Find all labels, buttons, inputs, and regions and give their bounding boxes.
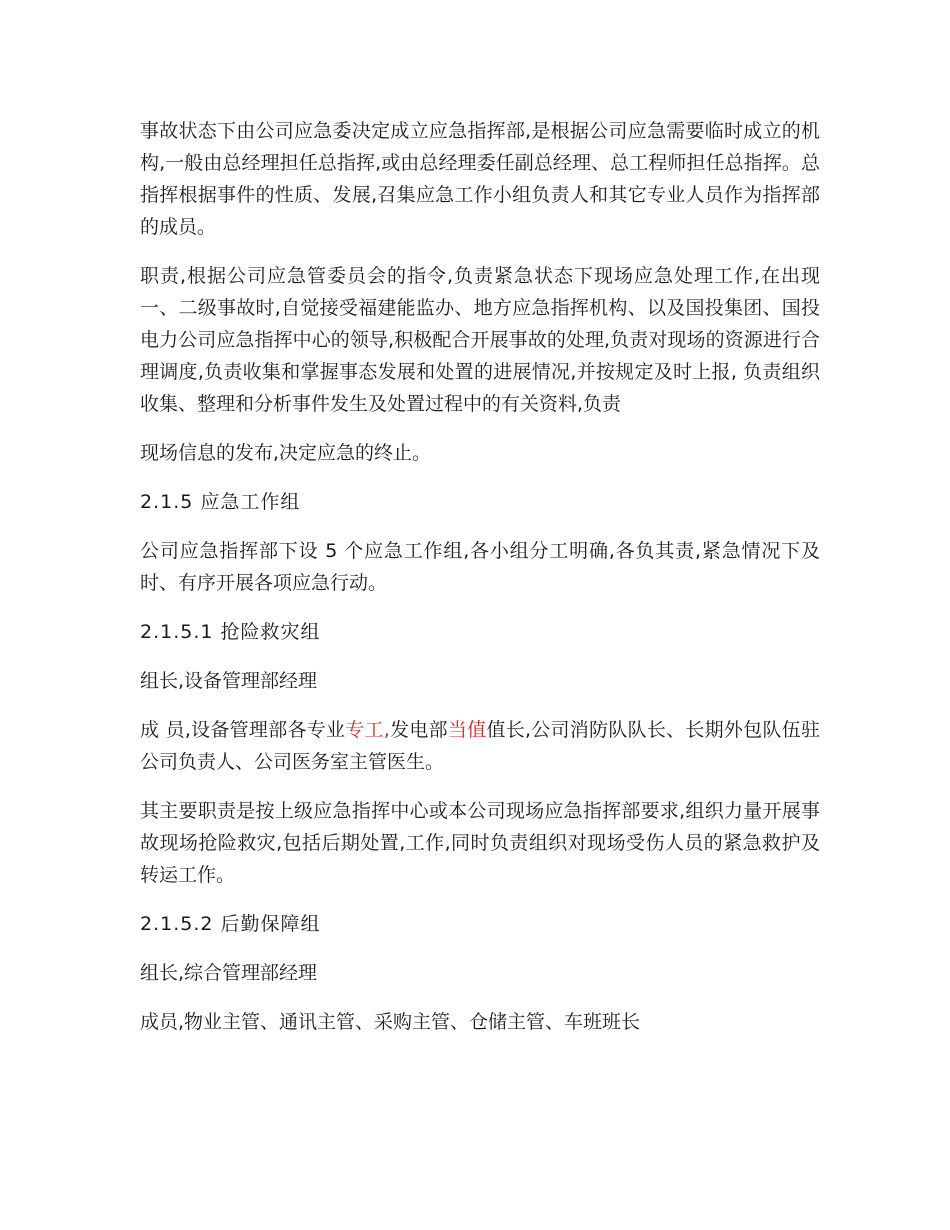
section-heading-2-1-5-2: 2.1.5.2 后勤保障组 — [140, 913, 321, 935]
paragraph-logistics-leader: 组长,综合管理部经理 — [140, 962, 318, 984]
paragraph-command-center: 事故状态下由公司应急委决定成立应急指挥部,是根据公司应急需要临时成立的机构,一般由总经理担任总指挥,或由总经理委任副总经理、总工程师担任总指挥。总指挥根据事件的性质、发展,召集应急工作小组负责人和其它专业人员作为指挥部的成员。 — [140, 120, 820, 238]
highlight-dangzhi: 当值 — [447, 719, 487, 741]
document-page — [140, 115, 820, 1055]
paragraph-rescue-leader: 组长,设备管理部经理 — [140, 670, 318, 692]
section-heading-2-1-5: 2.1.5 应急工作组 — [140, 491, 301, 513]
paragraph-duties: 职责,根据公司应急管委员会的指令,负责紧急状态下现场应急处理工作,在出现一、二级事故时,自觉接受福建能监办、地方应急指挥机构、以及国投集团、国投电力公司应急指挥中心的领导,积极配合开展事故的处理,负责对现场的资源进行合理调度,负责收集和掌握事态发展和处置的进展情况,并按规定及时上报, 负责组织收集、整理和分析事件发生及处置过程中的有关资料,负责 — [140, 265, 820, 415]
members-text-c: 值长,公司消防队队长、长期外包队伍驻公司负责人、公司医务室主管医生。 — [140, 719, 820, 773]
members-text-b: 发电部 — [389, 719, 448, 741]
paragraph-rescue-members — [140, 714, 820, 778]
paragraph-rescue-duties: 其主要职责是按上级应急指挥中心或本公司现场应急指挥部要求,组织力量开展事故现场抢险救灾,包括后期处置,工作,同时负责组织对现场受伤人员的紧急救护及转运工作。 — [140, 800, 820, 886]
section-heading-2-1-5-1: 2.1.5.1 抢险救灾组 — [140, 621, 321, 643]
members-text-a: 成 员,设备管理部各专业 — [140, 719, 346, 741]
paragraph-duties-continued: 现场信息的发布,决定应急的终止。 — [140, 442, 432, 464]
highlight-zhuangong: 专工, — [345, 719, 390, 741]
paragraph-logistics-members: 成员,物业主管、通讯主管、采购主管、仓储主管、车班班长 — [140, 1011, 641, 1033]
paragraph-work-groups: 公司应急指挥部下设 5 个应急工作组,各小组分工明确,各负其责,紧急情况下及时、有序开展各项应急行动。 — [140, 540, 820, 594]
